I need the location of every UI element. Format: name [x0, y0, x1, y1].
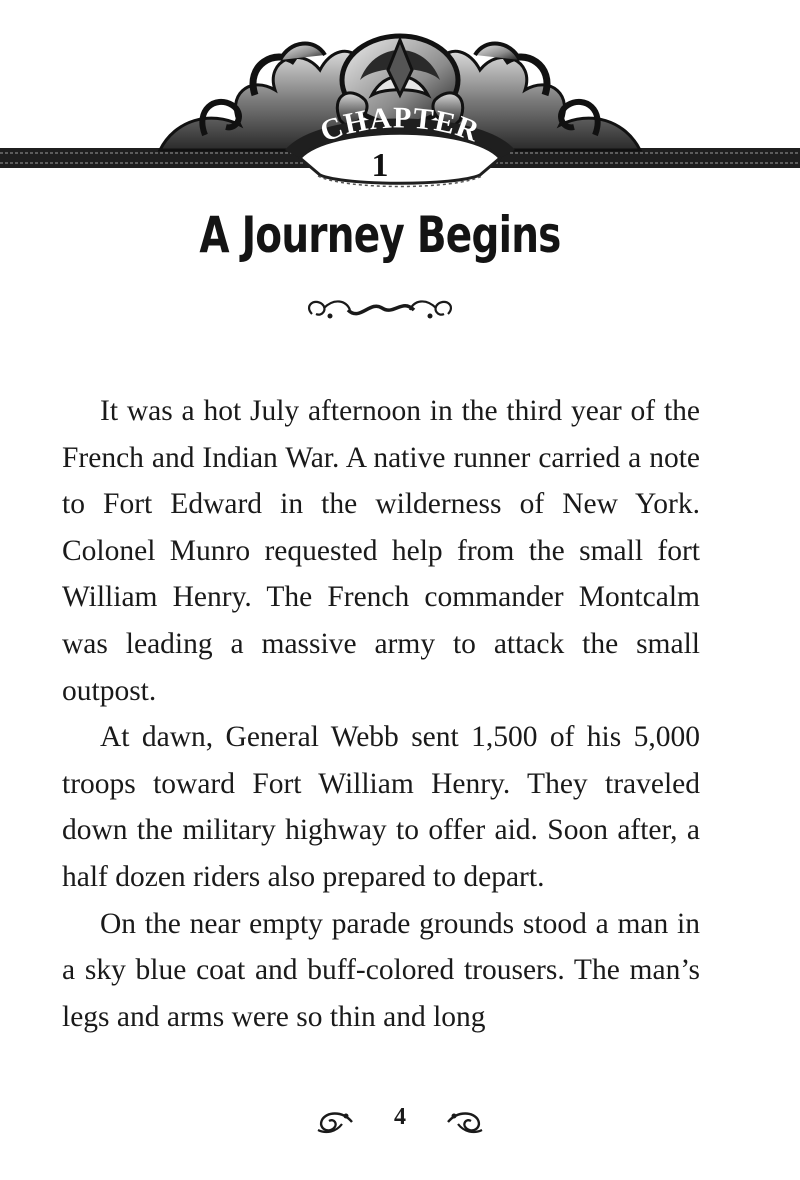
svg-text:CHAPTER: CHAPTER	[315, 101, 485, 149]
chapter-title: A Journey Begins	[199, 206, 561, 264]
chapter-body	[62, 388, 700, 1040]
page-number: 4	[394, 1104, 406, 1130]
page-footer	[300, 1100, 500, 1144]
chapter-header	[0, 0, 800, 200]
fleuron-icon	[312, 1106, 356, 1136]
fleuron-icon	[444, 1106, 488, 1136]
paragraph: It was a hot July afternoon in the third year of the French and Indian War. A native runner carried a note to Fort Edward in the wilderness of New York. Colonel Munro requested help from the small fort William Henry. The French commander Montcalm was leading a massive army to attack the small outpost.	[62, 395, 700, 707]
paragraph: On the near empty parade grounds stood a man in a sky blue coat and buff-colored trousers. The man’s legs and arms were so thin and long	[62, 907, 700, 1033]
paragraph: At dawn, General Webb sent 1,500 of his 5,000 troops toward Fort William Henry. They traveled down the military highway to offer aid. Soon after, a half dozen riders also prepared to depart.	[62, 721, 700, 893]
chapter-number: 1	[371, 147, 389, 184]
scroll-divider-icon	[300, 292, 460, 328]
